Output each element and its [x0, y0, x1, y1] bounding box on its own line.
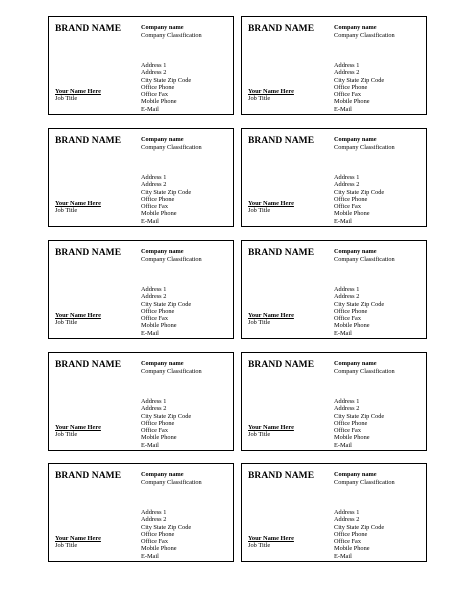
brand-name: BRAND NAME	[248, 360, 315, 370]
address-line: Address 1	[141, 62, 167, 69]
address-line: City State Zip Code	[334, 300, 385, 308]
business-card	[241, 16, 427, 115]
person-name: Your Name Here	[55, 535, 101, 542]
person-name: Your Name Here	[55, 424, 101, 431]
address-line: Office Fax	[141, 427, 168, 434]
company-name: Company name	[141, 248, 184, 255]
company-classification: Company Classification	[334, 31, 395, 39]
address-line: Address 1	[141, 286, 167, 293]
address-line: Office Fax	[141, 91, 168, 98]
job-title: Job Title	[248, 542, 271, 550]
person-block	[248, 312, 294, 327]
person-block	[55, 535, 101, 550]
company-name: Company name	[141, 360, 184, 367]
address-line: E-Mail	[141, 105, 159, 113]
address-line: Address 1	[141, 174, 167, 181]
address-line: Address 1	[334, 509, 360, 516]
address-line: E-Mail	[334, 329, 352, 337]
company-classification: Company Classification	[334, 143, 395, 151]
person-block	[248, 424, 294, 439]
address-line: Address 2	[334, 405, 360, 413]
address-line: Office Phone	[141, 530, 175, 538]
address-line: Mobile Phone	[334, 98, 370, 106]
company-classification: Company Classification	[141, 143, 202, 151]
person-block	[55, 88, 101, 103]
job-title: Job Title	[55, 207, 78, 215]
contact-details	[141, 398, 233, 449]
address-line: Office Phone	[141, 195, 175, 203]
contact-details	[334, 286, 426, 337]
person-name: Your Name Here	[248, 424, 294, 431]
business-card	[241, 128, 427, 227]
job-title: Job Title	[248, 95, 271, 103]
address-line: Address 1	[334, 174, 360, 181]
address-line: Mobile Phone	[141, 210, 177, 218]
person-block	[248, 200, 294, 215]
person-name: Your Name Here	[55, 200, 101, 207]
address-line: Office Phone	[141, 307, 175, 315]
person-name: Your Name Here	[248, 535, 294, 542]
address-line: Mobile Phone	[334, 210, 370, 218]
company-classification: Company Classification	[334, 255, 395, 263]
brand-name: BRAND NAME	[55, 248, 122, 258]
address-line: City State Zip Code	[334, 523, 385, 531]
contact-details	[334, 509, 426, 560]
address-line: Office Phone	[334, 419, 368, 427]
address-line: City State Zip Code	[141, 76, 192, 84]
business-card	[48, 128, 234, 227]
address-line: Mobile Phone	[141, 322, 177, 330]
address-line: Office Phone	[334, 307, 368, 315]
company-classification: Company Classification	[141, 31, 202, 39]
contact-details	[334, 62, 426, 113]
address-line: Address 1	[334, 286, 360, 293]
address-line: E-Mail	[334, 552, 352, 560]
address-line: City State Zip Code	[334, 412, 385, 420]
brand-name: BRAND NAME	[55, 24, 122, 34]
company-name: Company name	[334, 24, 377, 31]
company-classification: Company Classification	[141, 255, 202, 263]
company-name: Company name	[334, 136, 377, 143]
address-line: Address 2	[141, 293, 167, 301]
business-card	[48, 352, 234, 451]
brand-name: BRAND NAME	[248, 24, 315, 34]
business-card	[241, 463, 427, 562]
address-line: Address 1	[141, 398, 167, 405]
brand-name: BRAND NAME	[55, 360, 122, 370]
address-line: City State Zip Code	[334, 188, 385, 196]
job-title: Job Title	[55, 95, 78, 103]
business-card	[48, 240, 234, 339]
address-line: E-Mail	[141, 217, 159, 225]
address-line: City State Zip Code	[334, 76, 385, 84]
address-line: Address 1	[334, 398, 360, 405]
company-name: Company name	[141, 24, 184, 31]
address-line: City State Zip Code	[141, 300, 192, 308]
address-line: Address 2	[141, 181, 167, 189]
address-line: E-Mail	[334, 105, 352, 113]
address-line: City State Zip Code	[141, 412, 192, 420]
person-block	[248, 88, 294, 103]
address-line: Office Phone	[141, 419, 175, 427]
business-card	[48, 16, 234, 115]
brand-name: BRAND NAME	[248, 136, 315, 146]
contact-details	[334, 174, 426, 225]
business-card	[241, 352, 427, 451]
address-line: Office Fax	[141, 315, 168, 322]
brand-name: BRAND NAME	[55, 136, 122, 146]
address-line: Office Fax	[334, 427, 361, 434]
person-name: Your Name Here	[55, 312, 101, 319]
address-line: Address 1	[334, 62, 360, 69]
company-name: Company name	[141, 471, 184, 478]
company-classification: Company Classification	[334, 367, 395, 375]
address-line: Office Fax	[141, 203, 168, 210]
address-line: Address 2	[334, 181, 360, 189]
company-name: Company name	[334, 471, 377, 478]
person-name: Your Name Here	[55, 88, 101, 95]
business-card	[241, 240, 427, 339]
address-line: Office Fax	[334, 91, 361, 98]
address-line: City State Zip Code	[141, 188, 192, 196]
company-name: Company name	[141, 136, 184, 143]
contact-details	[141, 286, 233, 337]
address-line: Mobile Phone	[334, 545, 370, 553]
job-title: Job Title	[248, 431, 271, 439]
address-line: Mobile Phone	[141, 545, 177, 553]
person-block	[248, 535, 294, 550]
address-line: Office Fax	[141, 538, 168, 545]
address-line: Office Phone	[141, 83, 175, 91]
address-line: Mobile Phone	[141, 434, 177, 442]
contact-details	[141, 174, 233, 225]
address-line: Mobile Phone	[141, 98, 177, 106]
address-line: City State Zip Code	[141, 523, 192, 531]
address-line: Address 2	[334, 69, 360, 77]
address-line: Office Phone	[334, 83, 368, 91]
address-line: Mobile Phone	[334, 322, 370, 330]
person-name: Your Name Here	[248, 200, 294, 207]
brand-name: BRAND NAME	[248, 248, 315, 258]
company-name: Company name	[334, 360, 377, 367]
address-line: Office Phone	[334, 195, 368, 203]
address-line: Address 2	[334, 516, 360, 524]
contact-details	[141, 62, 233, 113]
address-line: Office Fax	[334, 203, 361, 210]
brand-name: BRAND NAME	[55, 471, 122, 481]
contact-details	[334, 398, 426, 449]
address-line: Address 1	[141, 509, 167, 516]
address-line: Address 2	[334, 293, 360, 301]
job-title: Job Title	[248, 207, 271, 215]
company-classification: Company Classification	[334, 478, 395, 486]
address-line: E-Mail	[334, 217, 352, 225]
job-title: Job Title	[55, 542, 78, 550]
address-line: Address 2	[141, 69, 167, 77]
company-classification: Company Classification	[141, 367, 202, 375]
person-block	[55, 312, 101, 327]
person-block	[55, 200, 101, 215]
business-card	[48, 463, 234, 562]
address-line: E-Mail	[141, 441, 159, 449]
person-name: Your Name Here	[248, 312, 294, 319]
job-title: Job Title	[248, 319, 271, 327]
address-line: Office Fax	[334, 538, 361, 545]
job-title: Job Title	[55, 431, 78, 439]
address-line: E-Mail	[141, 552, 159, 560]
job-title: Job Title	[55, 319, 78, 327]
address-line: E-Mail	[334, 441, 352, 449]
company-name: Company name	[334, 248, 377, 255]
company-classification: Company Classification	[141, 478, 202, 486]
contact-details	[141, 509, 233, 560]
address-line: E-Mail	[141, 329, 159, 337]
address-line: Address 2	[141, 405, 167, 413]
brand-name: BRAND NAME	[248, 471, 315, 481]
person-block	[55, 424, 101, 439]
address-line: Address 2	[141, 516, 167, 524]
person-name: Your Name Here	[248, 88, 294, 95]
address-line: Office Phone	[334, 530, 368, 538]
address-line: Mobile Phone	[334, 434, 370, 442]
address-line: Office Fax	[334, 315, 361, 322]
